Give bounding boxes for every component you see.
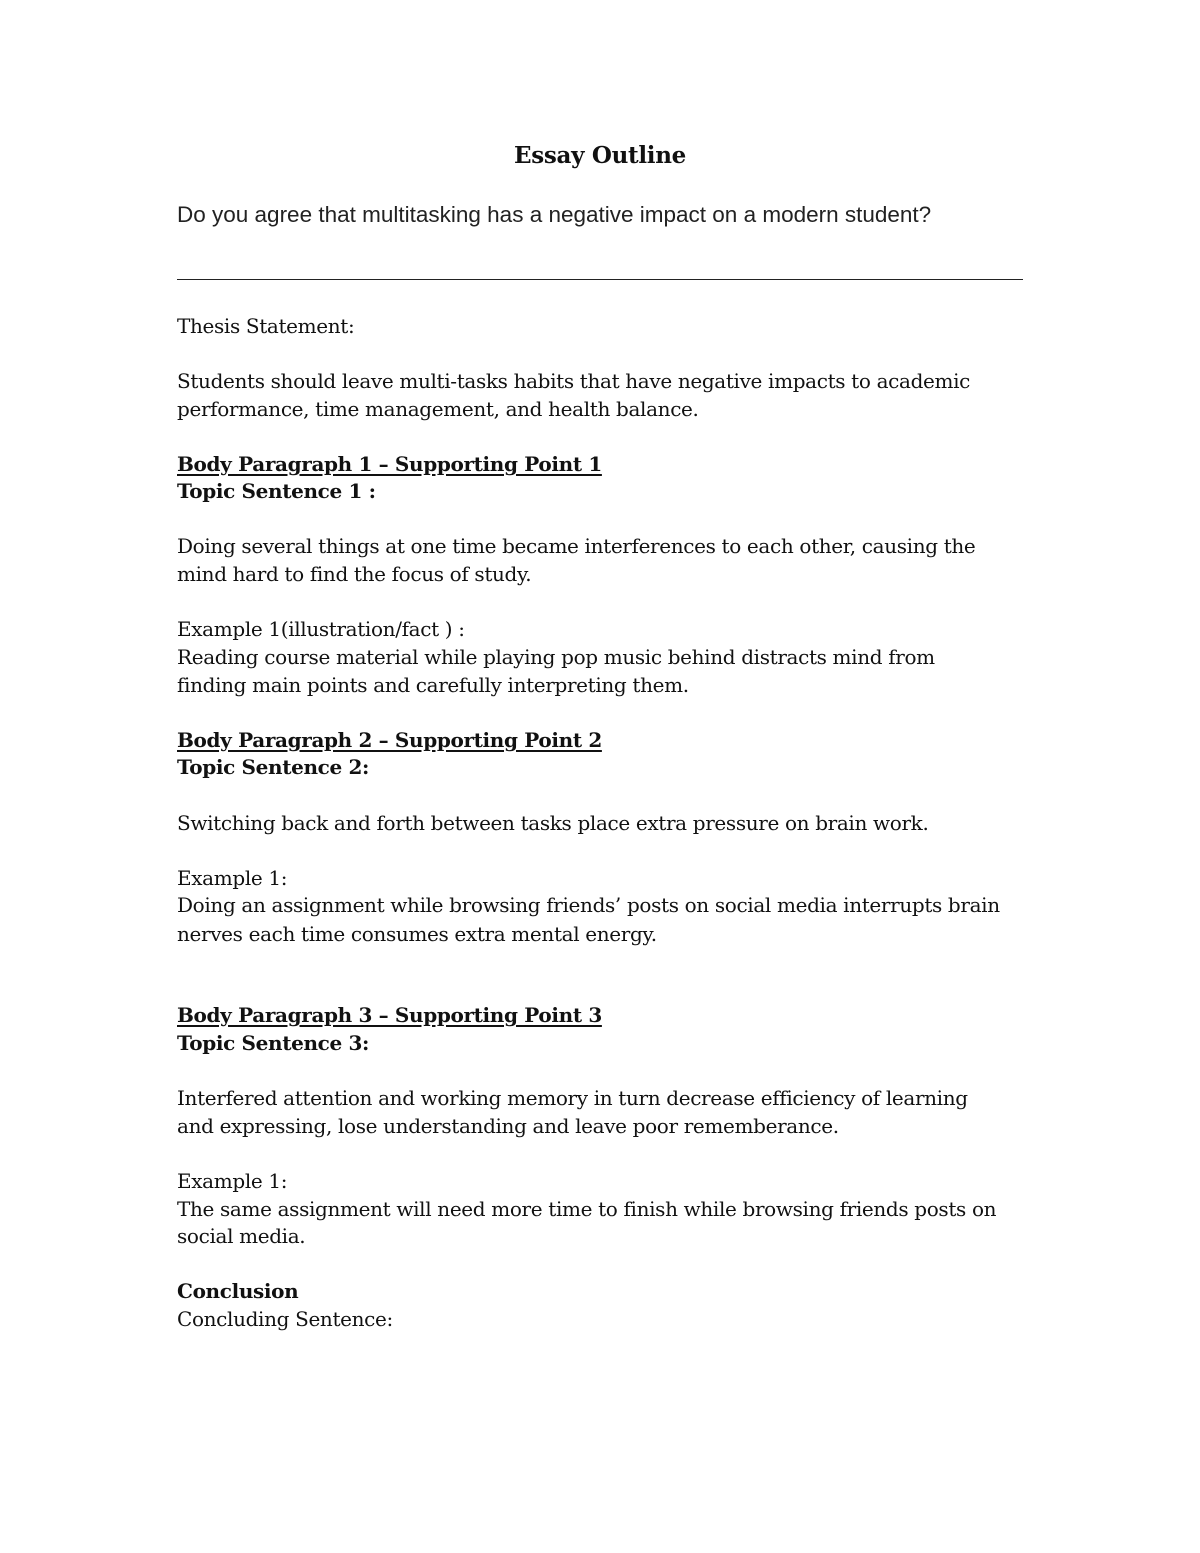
body3-example-line: The same assignment will need more time to finish while browsing friends posts on [177,1197,997,1221]
body1-topic-line: mind hard to find the focus of study. [177,562,532,586]
thesis-line: Students should leave multi-tasks habits that have negative impacts to academic [177,369,971,393]
concluding-sentence-label: Concluding Sentence: [177,1307,393,1331]
body1-heading: Body Paragraph 1 – Supporting Point 1 [177,452,602,476]
body1-topic-line: Doing several things at one time became interferences to each other, causing the [177,534,976,558]
essay-question: Do you agree that multitasking has a negative impact on a modern student? [177,202,932,227]
thesis-line: performance, time management, and health balance. [177,397,699,421]
page-title: Essay Outline [513,142,686,169]
body3-topic-line: Interfered attention and working memory in turn decrease efficiency of learning [177,1086,968,1110]
body1-example-line: finding main points and carefully interpreting them. [177,673,689,697]
body2-example-line: nerves each time consumes extra mental energy. [177,922,657,946]
body2-example-label: Example 1: [177,866,288,890]
body3-heading: Body Paragraph 3 – Supporting Point 3 [177,1003,602,1027]
body2-example-line: Doing an assignment while browsing friends’ posts on social media interrupts brain [177,893,1000,917]
body3-topic-label: Topic Sentence 3: [177,1031,370,1055]
horizontal-divider [177,279,1023,280]
body2-topic-line: Switching back and forth between tasks place extra pressure on brain work. [177,811,929,835]
body3-example-label: Example 1: [177,1169,288,1193]
body2-topic-label: Topic Sentence 2: [177,755,370,779]
body3-topic-line: and expressing, lose understanding and leave poor rememberance. [177,1114,839,1138]
conclusion-heading: Conclusion [177,1279,299,1303]
body1-example-label: Example 1(illustration/fact ) : [177,617,465,641]
body1-example-line: Reading course material while playing pop music behind distracts mind from [177,645,935,669]
body2-heading: Body Paragraph 2 – Supporting Point 2 [177,728,602,752]
body1-topic-label: Topic Sentence 1 : [177,479,376,503]
body3-example-line: social media. [177,1224,306,1248]
thesis-label: Thesis Statement: [177,314,355,338]
